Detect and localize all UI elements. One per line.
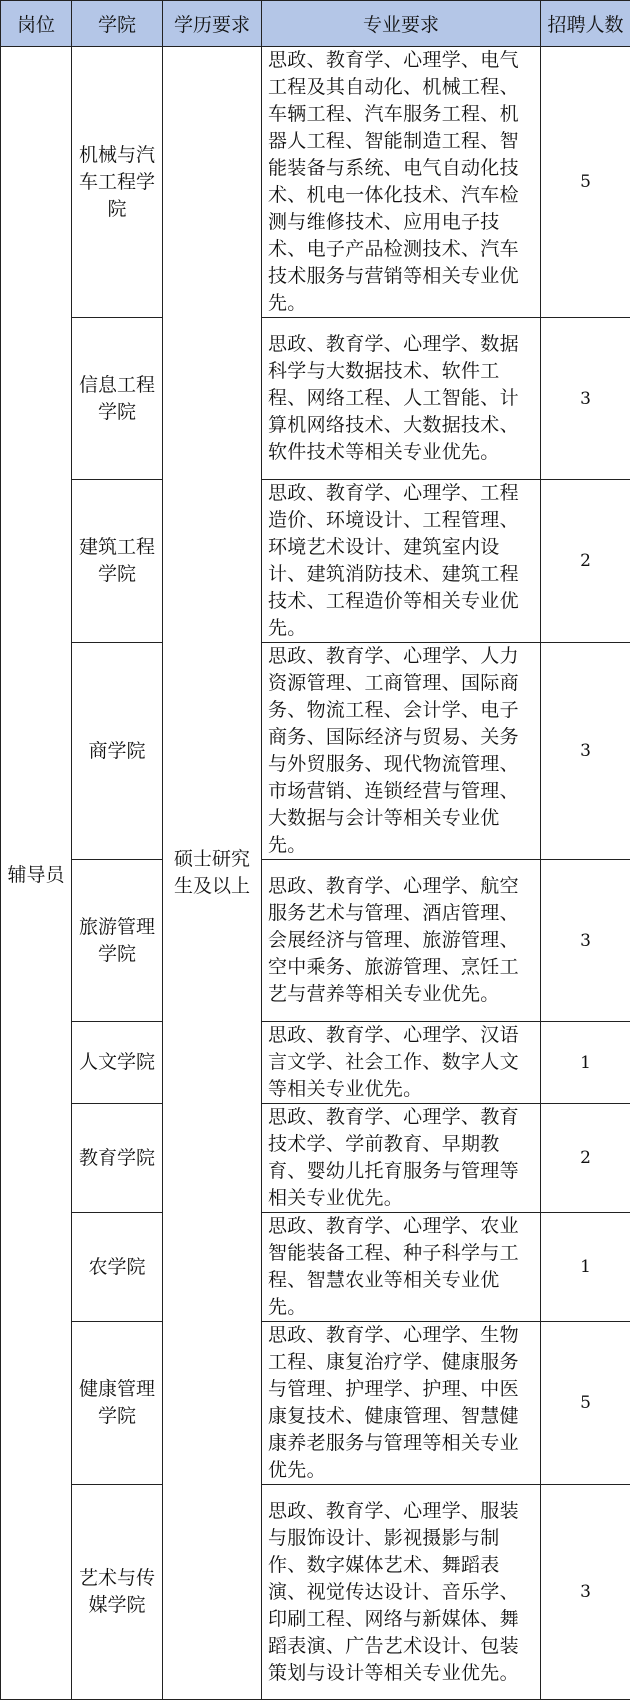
- college-cell: 旅游管理学院: [72, 860, 163, 1022]
- header-major: 专业要求: [262, 1, 541, 47]
- major-cell: 思政、教育学、心理学、人力资源管理、工商管理、国际商务、物流工程、会计学、电子商务、国际经济与贸易、关务与外贸服务、现代物流管理、市场营销、连锁经营与管理、大数据与会计等相关专业优先。: [262, 643, 541, 860]
- college-cell: 机械与汽车工程学院: [72, 47, 163, 318]
- table-row: [1, 1104, 630, 1213]
- college-cell: 教育学院: [72, 1104, 163, 1213]
- college-cell: 健康管理学院: [72, 1322, 163, 1485]
- table-row: [1, 1213, 630, 1322]
- major-cell: 思政、教育学、心理学、教育技术学、学前教育、早期教育、婴幼儿托育服务与管理等相关专业优先。: [262, 1104, 541, 1213]
- post-cell: 辅导员: [1, 47, 72, 1700]
- major-cell: 思政、教育学、心理学、生物工程、康复治疗学、健康服务与管理、护理学、护理、中医康复技术、健康管理、智慧健康养老服务与管理等相关专业优先。: [262, 1322, 541, 1485]
- table-row: [1, 47, 630, 318]
- count-cell: 3: [541, 643, 630, 860]
- college-cell: 艺术与传媒学院: [72, 1485, 163, 1700]
- major-cell: 思政、教育学、心理学、汉语言文学、社会工作、数字人文等相关专业优先。: [262, 1022, 541, 1104]
- count-cell: 3: [541, 1485, 630, 1700]
- count-cell: 3: [541, 318, 630, 480]
- count-cell: 5: [541, 47, 630, 318]
- count-cell: 5: [541, 1322, 630, 1485]
- table-row: [1, 480, 630, 643]
- major-cell: 思政、教育学、心理学、电气工程及其自动化、机械工程、车辆工程、汽车服务工程、机器人工程、智能制造工程、智能装备与系统、电气自动化技术、机电一体化技术、汽车检测与维修技术、应用电子技术、电子产品检测技术、汽车技术服务与营销等相关专业优先。: [262, 47, 541, 318]
- major-cell: 思政、教育学、心理学、农业智能装备工程、种子科学与工程、智慧农业等相关专业优先。: [262, 1213, 541, 1322]
- table-row: [1, 1485, 630, 1700]
- table-row: [1, 1022, 630, 1104]
- education-cell: 硕士研究生及以上: [163, 47, 262, 1700]
- table-row: [1, 860, 630, 1022]
- count-cell: 1: [541, 1213, 630, 1322]
- count-cell: 1: [541, 1022, 630, 1104]
- college-cell: 信息工程学院: [72, 318, 163, 480]
- count-cell: 3: [541, 860, 630, 1022]
- table-row: [1, 643, 630, 860]
- header-post: 岗位: [1, 1, 72, 47]
- college-cell: 建筑工程学院: [72, 480, 163, 643]
- table-row: [1, 1322, 630, 1485]
- major-cell: 思政、教育学、心理学、工程造价、环境设计、工程管理、环境艺术设计、建筑室内设计、建筑消防技术、建筑工程技术、工程造价等相关专业优先。: [262, 480, 541, 643]
- count-cell: 2: [541, 1104, 630, 1213]
- count-cell: 2: [541, 480, 630, 643]
- major-cell: 思政、教育学、心理学、服装与服饰设计、影视摄影与制作、数字媒体艺术、舞蹈表演、视觉传达设计、音乐学、印刷工程、网络与新媒体、舞蹈表演、广告艺术设计、包装策划与设计等相关专业优先。: [262, 1485, 541, 1700]
- college-cell: 农学院: [72, 1213, 163, 1322]
- college-cell: 人文学院: [72, 1022, 163, 1104]
- major-cell: 思政、教育学、心理学、数据科学与大数据技术、软件工程、网络工程、人工智能、计算机网络技术、大数据技术、软件技术等相关专业优先。: [262, 318, 541, 480]
- college-cell: 商学院: [72, 643, 163, 860]
- header-count: 招聘人数: [541, 1, 630, 47]
- header-row: [1, 1, 630, 47]
- table-row: [1, 318, 630, 480]
- header-education: 学历要求: [163, 1, 262, 47]
- header-college: 学院: [72, 1, 163, 47]
- major-cell: 思政、教育学、心理学、航空服务艺术与管理、酒店管理、会展经济与管理、旅游管理、空中乘务、旅游管理、烹饪工艺与营养等相关专业优先。: [262, 860, 541, 1022]
